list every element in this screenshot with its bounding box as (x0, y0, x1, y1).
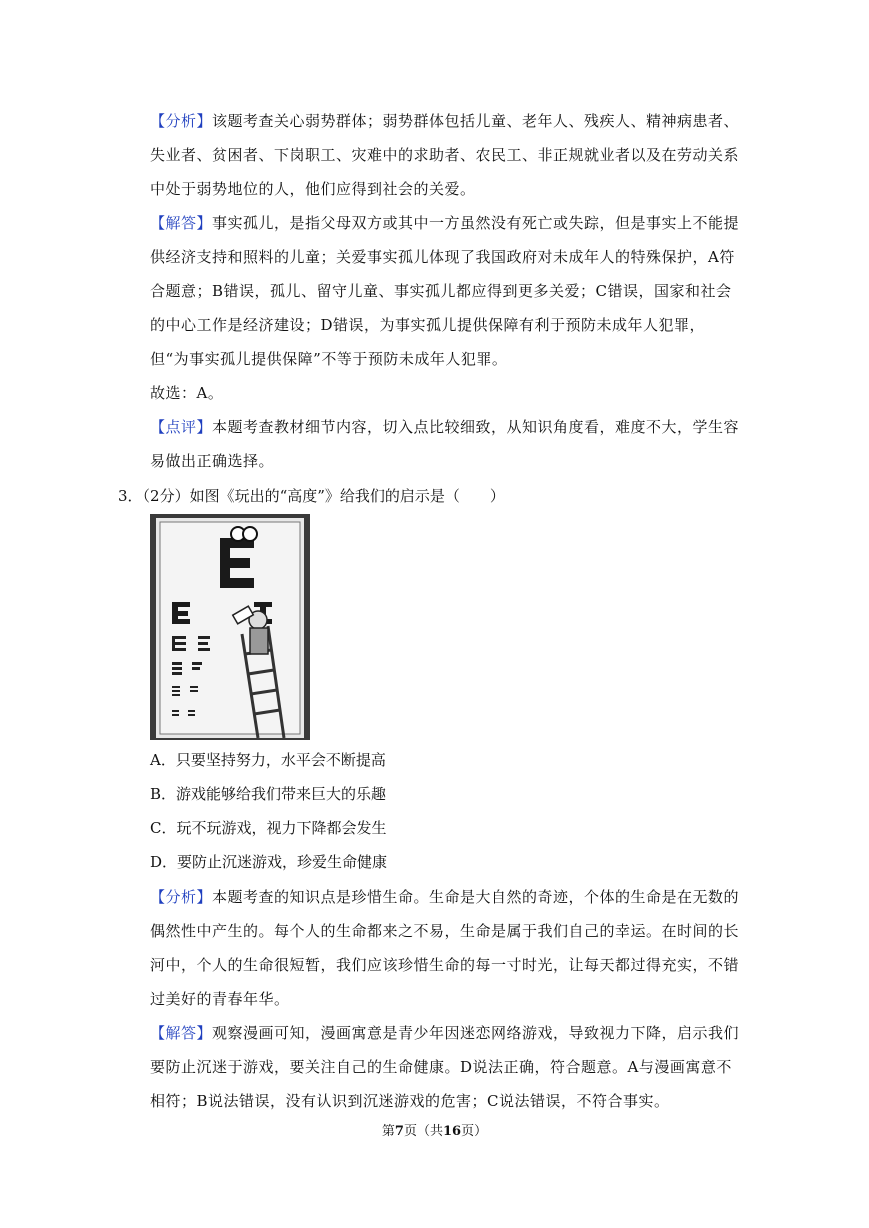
footer-prefix: 第 (381, 1124, 395, 1139)
footer-middle: 页（共 (403, 1124, 443, 1139)
answer-paragraph-q3 (150, 1016, 740, 1118)
analysis-paragraph-q2 (150, 104, 740, 206)
comment-paragraph-q2 (150, 410, 740, 478)
answer-paragraph-q2 (150, 206, 740, 376)
comment-tag: 【点评】 (150, 418, 213, 436)
cartoon-eye-chart-image (150, 514, 310, 740)
answer-tag: 【解答】 (150, 214, 213, 232)
option-b: B．游戏能够给我们带来巨大的乐趣 (150, 785, 387, 803)
choice-line-q2: 故选：A。 (150, 384, 224, 402)
current-page-number: 7 (394, 1124, 404, 1139)
analysis-tag: 【分析】 (150, 888, 213, 906)
total-pages: 16 (442, 1124, 462, 1139)
option-d: D．要防止沉迷游戏，珍爱生命健康 (150, 853, 388, 871)
analysis-paragraph-q3 (150, 880, 740, 1016)
page-footer (0, 1120, 869, 1139)
option-c: C．玩不玩游戏，视力下降都会发生 (150, 819, 387, 837)
analysis-text: 该题考查关心弱势群体；弱势群体包括儿童、老年人、残疾人、精神病患者、失业者、贫困者、下岗职工、灾难中的求助者、农民工、非正规就业者以及在劳动关系中处于弱势地位的人，他们应得到社会的关爱。 (150, 112, 740, 198)
answer-text: 观察漫画可知，漫画寓意是青少年因迷恋网络游戏，导致视力下降，启示我们要防止沉迷于游戏，要关注自己的生命健康。D说法正确，符合题意。A与漫画寓意不相符；B说法错误，没有认识到沉迷游戏的危害；C说法错误，不符合事实。 (150, 1024, 740, 1110)
comment-text: 本题考查教材细节内容，切入点比较细致，从知识角度看，难度不大，学生容易做出正确选择。 (150, 418, 740, 470)
option-a: A．只要坚持努力，水平会不断提高 (150, 751, 386, 769)
answer-tag: 【解答】 (150, 1024, 213, 1042)
answer-text: 事实孤儿，是指父母双方或其中一方虽然没有死亡或失踪，但是事实上不能提供经济支持和照料的儿童；关爱事实孤儿体现了我国政府对未成年人的特殊保护，A符合题意；B错误，孤儿、留守儿童、事实孤儿都应得到更多关爱；C错误，国家和社会的中心工作是经济建设；D错误，为事实孤儿提供保障有利于预防未成年人犯罪，但“为事实孤儿提供保障”不等于预防未成年人犯罪。 (150, 214, 740, 368)
question-3-stem: 3．（2分）如图《玩出的“高度”》给我们的启示是（ ） (118, 487, 505, 505)
analysis-tag: 【分析】 (150, 112, 213, 130)
footer-suffix: 页） (461, 1124, 488, 1139)
analysis-text: 本题考查的知识点是珍惜生命。生命是大自然的奇迹，个体的生命是在无数的偶然性中产生的。每个人的生命都来之不易，生命是属于我们自己的幸运。在时间的长河中，个人的生命很短暂，我们应该珍惜生命的每一寸时光，让每天都过得充实，不错过美好的青春年华。 (150, 888, 740, 1008)
